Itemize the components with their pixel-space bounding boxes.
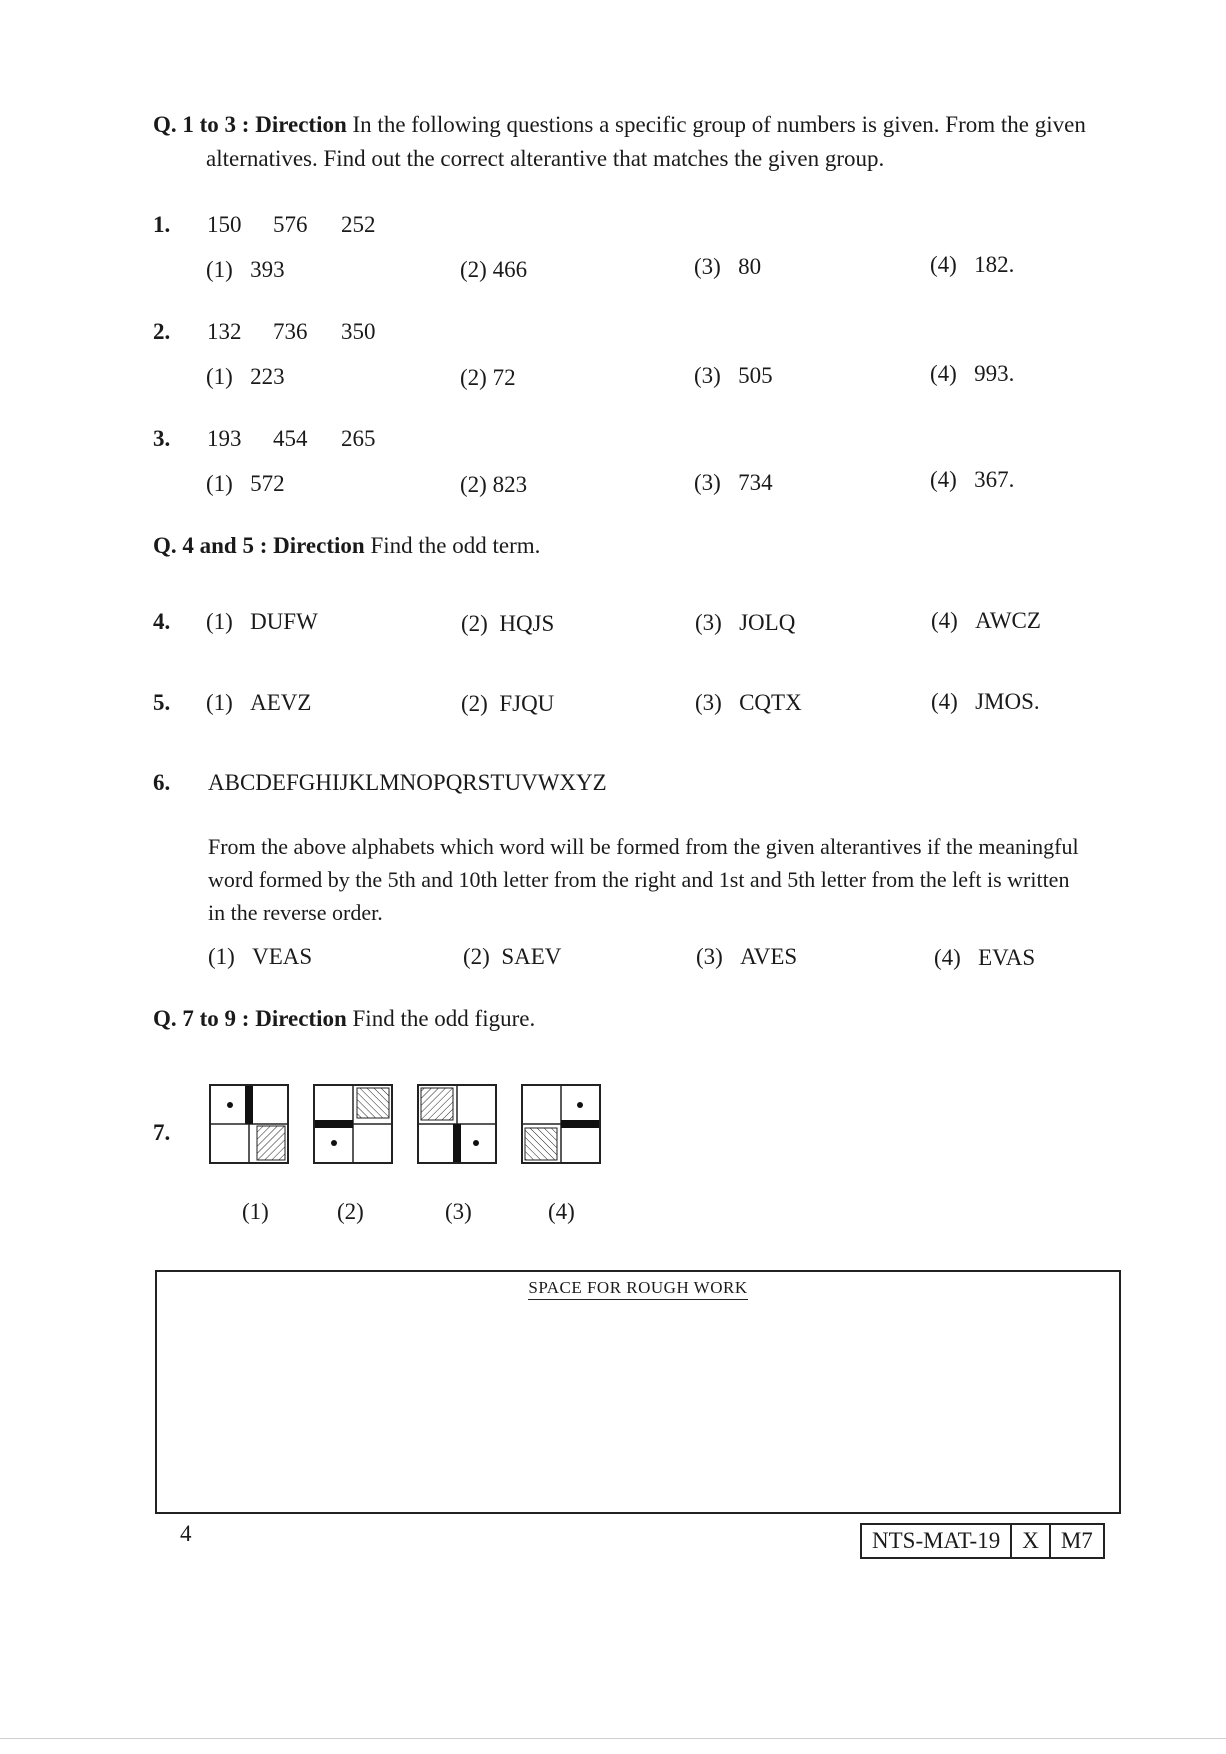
option-label: (4) <box>931 608 958 633</box>
option-value: 572 <box>250 471 285 496</box>
option-2[interactable] <box>461 611 554 637</box>
option-value: AVES <box>740 944 798 969</box>
option-3[interactable] <box>695 690 802 716</box>
page-number: 4 <box>180 1521 192 1546</box>
option-value: FJQU <box>499 691 555 716</box>
option-1[interactable] <box>206 257 285 283</box>
question-number: 6. <box>153 770 171 795</box>
option-label: (3) <box>695 610 722 635</box>
figure-label-1: (1) <box>242 1199 269 1224</box>
group-value: 132 <box>207 319 242 344</box>
option-value: 393 <box>250 257 285 282</box>
option-2[interactable] <box>460 472 527 498</box>
question-number: 2. <box>153 319 171 344</box>
option-label: (2) <box>460 257 487 282</box>
option-label: (4) <box>930 252 957 277</box>
option-label: (2) <box>463 944 490 969</box>
group-value: 265 <box>341 426 376 451</box>
option-label: (3) <box>696 944 723 969</box>
option-value: 80 <box>738 254 762 279</box>
direction-q7-9 <box>153 1002 1113 1036</box>
direction-text: Find the odd term. <box>364 533 541 558</box>
direction-q1-3-line2: alternatives. Find out the correct alterantive that matches the given group. <box>206 146 885 171</box>
figure-3[interactable] <box>417 1084 497 1164</box>
option-value: VEAS <box>252 944 313 969</box>
option-label: (1) <box>206 257 233 282</box>
option-4[interactable] <box>931 689 1040 715</box>
option-3[interactable] <box>694 254 761 280</box>
group-value: 350 <box>341 319 376 344</box>
group-value: 736 <box>273 319 308 344</box>
option-value: 466 <box>492 257 528 282</box>
rough-work-box <box>155 1270 1121 1514</box>
option-label: (1) <box>206 609 233 634</box>
question-6-text-line-1: From the above alphabets which word will be formed from the given alterantives if the meaningful <box>208 834 1079 859</box>
group-value: 150 <box>207 212 242 237</box>
question-number: 5. <box>153 690 171 715</box>
option-4[interactable] <box>934 945 1035 971</box>
option-3[interactable] <box>694 470 773 496</box>
class-code: X <box>1010 1525 1049 1557</box>
option-label: (3) <box>694 254 721 279</box>
question-number: 4. <box>153 609 171 634</box>
option-value: 182. <box>974 252 1015 277</box>
option-3[interactable] <box>696 944 797 970</box>
figure-label-3: (3) <box>445 1199 472 1224</box>
option-value: 734 <box>738 470 773 495</box>
direction-lead: Q. 4 and 5 : Direction <box>153 533 365 558</box>
paper-code-box <box>860 1523 1105 1559</box>
option-2[interactable] <box>460 365 516 391</box>
option-label: (1) <box>206 471 233 496</box>
direction-text: In the following questions a specific group of numbers is given. From the given <box>346 112 1086 137</box>
question-number: 1. <box>153 212 171 237</box>
option-value: 823 <box>492 472 528 497</box>
group-value: 193 <box>207 426 242 451</box>
direction-lead: Q. 7 to 9 : Direction <box>153 1006 347 1031</box>
option-value: 223 <box>250 364 285 389</box>
option-label: (1) <box>206 364 233 389</box>
figure-4[interactable] <box>521 1084 601 1164</box>
paper-code: NTS-MAT-19 <box>872 1528 1001 1553</box>
direction-q1-3 <box>153 108 1113 142</box>
option-label: (2) <box>461 691 488 716</box>
option-label: (2) <box>460 472 487 497</box>
option-value: JOLQ <box>739 610 796 635</box>
series-code: M7 <box>1049 1525 1103 1557</box>
option-value: CQTX <box>739 690 802 715</box>
option-1[interactable] <box>206 690 311 716</box>
option-1[interactable] <box>206 471 285 497</box>
option-label: (4) <box>931 689 958 714</box>
option-label: (4) <box>930 467 957 492</box>
scan-edge-line <box>0 1738 1226 1739</box>
option-label: (4) <box>930 361 957 386</box>
option-4[interactable] <box>931 608 1041 634</box>
figure-1[interactable] <box>209 1084 289 1164</box>
option-1[interactable] <box>206 364 285 390</box>
option-value: HQJS <box>499 611 555 636</box>
option-4[interactable] <box>930 361 1014 387</box>
option-value: JMOS. <box>975 689 1040 714</box>
option-value: SAEV <box>501 944 562 969</box>
option-value: 72 <box>492 365 516 390</box>
option-4[interactable] <box>930 467 1014 493</box>
figure-2[interactable] <box>313 1084 393 1164</box>
question-6-text-line-3: in the reverse order. <box>208 900 383 925</box>
rough-work-title-text: SPACE FOR ROUGH WORK <box>528 1278 747 1300</box>
option-label: (1) <box>208 944 235 969</box>
option-label: (4) <box>934 945 961 970</box>
option-3[interactable] <box>695 610 795 636</box>
question-6-text-line-2: word formed by the 5th and 10th letter from the right and 1st and 5th letter from the left is written <box>208 867 1070 892</box>
rough-work-title <box>157 1278 1119 1298</box>
group-value: 252 <box>341 212 376 237</box>
option-2[interactable] <box>463 944 561 970</box>
option-1[interactable] <box>206 609 318 635</box>
option-value: EVAS <box>978 945 1036 970</box>
alphabet-line: ABCDEFGHIJKLMNOPQRSTUVWXYZ <box>208 770 607 795</box>
option-label: (1) <box>206 690 233 715</box>
option-label: (3) <box>694 470 721 495</box>
option-label: (3) <box>695 690 722 715</box>
option-2[interactable] <box>460 257 527 283</box>
question-number: 7. <box>153 1120 171 1145</box>
group-value: 454 <box>273 426 308 451</box>
option-label: (2) <box>460 365 487 390</box>
option-4[interactable] <box>930 252 1014 278</box>
option-label: (2) <box>461 611 488 636</box>
option-2[interactable] <box>461 691 554 717</box>
option-3[interactable] <box>694 363 773 389</box>
group-value: 576 <box>273 212 308 237</box>
figure-label-2: (2) <box>337 1199 364 1224</box>
option-value: 993. <box>974 361 1015 386</box>
option-value: 367. <box>974 467 1015 492</box>
option-1[interactable] <box>208 944 312 970</box>
option-value: 505 <box>738 363 773 388</box>
direction-lead: Q. 1 to 3 : Direction <box>153 112 347 137</box>
option-value: AEVZ <box>250 690 312 715</box>
direction-text: Find the odd figure. <box>346 1006 536 1031</box>
option-label: (3) <box>694 363 721 388</box>
option-value: DUFW <box>250 609 318 634</box>
figure-label-4: (4) <box>548 1199 575 1224</box>
question-number: 3. <box>153 426 171 451</box>
option-value: AWCZ <box>975 608 1041 633</box>
direction-q4-5 <box>153 529 1113 563</box>
